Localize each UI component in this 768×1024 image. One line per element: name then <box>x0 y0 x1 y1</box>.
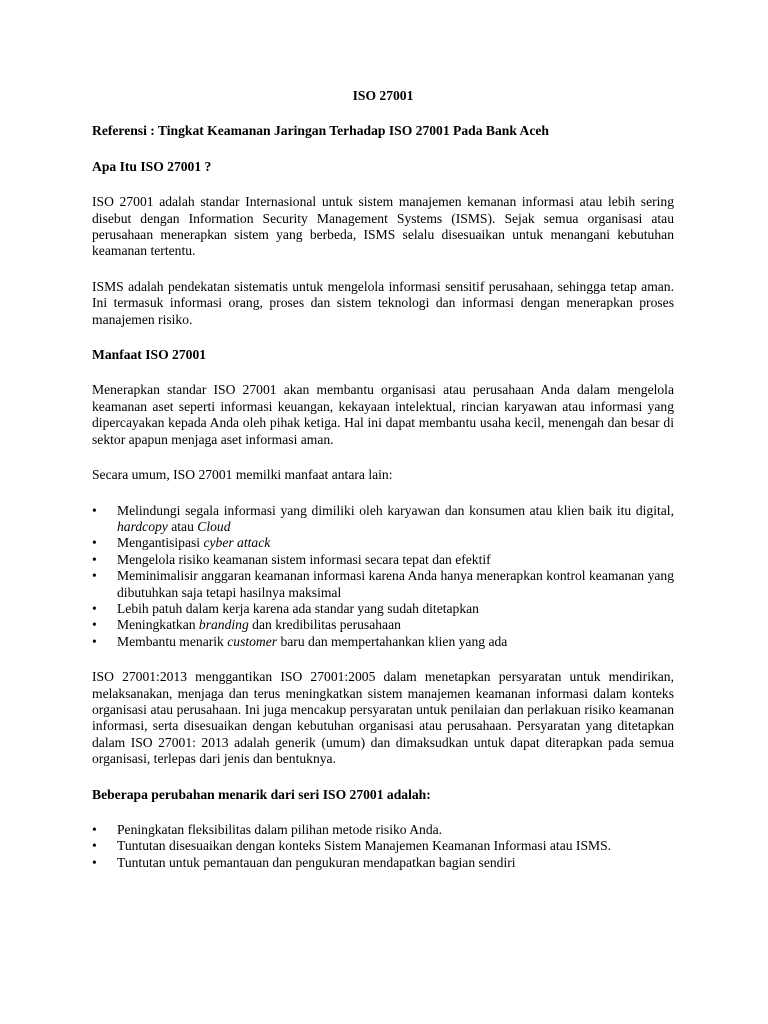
list-item-text: Peningkatan fleksibilitas dalam pilihan metode risiko Anda. <box>117 822 443 837</box>
bullet-icon: • <box>92 551 97 567</box>
list-item-text: Lebih patuh dalam kerja karena ada standar yang sudah ditetapkan <box>117 600 479 616</box>
document-title: ISO 27001 <box>352 88 414 103</box>
list-item-text: Meminimalisir anggaran keamanan informasi karena Anda hanya menerapkan kontrol keamanan yang dibutuhkan saja tetapi hasilnya maksimal <box>117 568 674 600</box>
bullet-icon: • <box>92 617 97 633</box>
section-heading-what: Apa Itu ISO 27001 ? <box>92 158 212 174</box>
section-heading-benefit: Manfaat ISO 27001 <box>92 347 207 363</box>
list-item-text: baru dan mempertahankan klien yang ada <box>277 633 508 649</box>
paragraph: Secara umum, ISO 27001 memilki manfaat antara lain: <box>92 467 393 483</box>
emphasis-text: hardcopy <box>117 518 168 534</box>
paragraph: Menerapkan standar ISO 27001 akan membantu organisasi atau perusahaan Anda dalam mengelola keamanan aset seperti informasi keuangan, kekayaan intelektual, rincian karyawan atau informasi yang dipercayakan kepada Anda oleh pihak ketiga. Hal ini dapat membantu usaha kecil, menengah dan besar di sektor apapun menjaga aset informasi aman. <box>92 382 674 447</box>
list-item-text: Mengelola risiko keamanan sistem informasi secara tepat dan efektif <box>117 551 491 567</box>
list-item <box>92 838 674 854</box>
reference-line: Referensi : Tingkat Keamanan Jaringan Terhadap ISO 27001 Pada Bank Aceh <box>92 123 549 139</box>
paragraph: ISMS adalah pendekatan sistematis untuk mengelola informasi sensitif perusahaan, sehingga tetap aman. Ini termasuk informasi orang, proses dan sistem teknologi dan informasi dengan menerapkan proses manajemen risiko. <box>92 278 674 327</box>
list-item-text: atau <box>167 518 198 534</box>
list-item-text: Mengantisipasi <box>117 535 204 551</box>
list-item-text: Meningkatkan <box>117 617 199 633</box>
emphasis-text: branding <box>198 617 249 633</box>
bullet-icon: • <box>92 633 97 649</box>
list-item <box>92 568 674 601</box>
section-heading-changes: Beberapa perubahan menarik dari seri ISO 27001 adalah: <box>92 786 431 802</box>
list-item <box>92 503 674 536</box>
bullet-icon: • <box>92 822 97 837</box>
emphasis-text: cyber attack <box>203 535 271 551</box>
emphasis-text: Cloud <box>197 518 231 534</box>
list-item <box>92 617 674 633</box>
benefit-list <box>92 503 674 651</box>
list-item <box>92 855 674 871</box>
list-item <box>92 634 674 650</box>
list-item-text: Tuntutan disesuaikan dengan konteks Sistem Manajemen Keamanan Informasi atau ISMS. <box>117 838 612 854</box>
list-item-text: Tuntutan untuk pemantauan dan pengukuran mendapatkan bagian sendiri <box>117 854 516 870</box>
bullet-icon: • <box>92 568 97 584</box>
bullet-icon: • <box>92 502 97 518</box>
bullet-icon: • <box>92 535 97 551</box>
bullet-icon: • <box>92 600 97 616</box>
changes-list <box>92 822 674 871</box>
paragraph: ISO 27001 adalah standar Internasional untuk sistem manajemen kemanan informasi atau lebih sering disebut dengan Information Security Management Systems (ISMS). Sejak semua organisasi atau perusahaan menerapkan sistem yang berbeda, ISMS selalu disesuaikan untuk menangani kebutuhan keamanan tertentu. <box>92 194 674 259</box>
list-item-text: dan kredibilitas perusahaan <box>248 617 401 633</box>
bullet-icon: • <box>92 838 97 854</box>
list-item <box>92 601 674 617</box>
emphasis-text: customer <box>227 633 278 649</box>
bullet-icon: • <box>92 854 97 870</box>
list-item <box>92 535 674 551</box>
list-item-text: Membantu menarik <box>117 633 228 649</box>
list-item <box>92 822 674 838</box>
paragraph: ISO 27001:2013 menggantikan ISO 27001:2005 dalam menetapkan persyaratan untuk mendirikan, melaksanakan, menjaga dan terus meningkatkan sistem manajemen keamanan informasi dalam konteks organisasi atau perusahaan. Ini juga mencakup persyaratan untuk penilaian dan perlakuan risiko keamanan informasi, serta disesuaikan dengan kebutuhan organisasi atau perusahaan. Persyaratan yang ditetapkan dalam ISO 27001: 2013 adalah generik (umum) dan dimaksudkan untuk dapat diterapkan pada semua organisasi, terlepas dari jenis dan bentuknya. <box>92 669 674 767</box>
document-body <box>92 88 674 890</box>
list-item-text: Melindungi segala informasi yang dimiliki oleh karyawan dan konsumen atau klien baik itu digital, <box>117 502 674 518</box>
list-item <box>92 552 674 568</box>
